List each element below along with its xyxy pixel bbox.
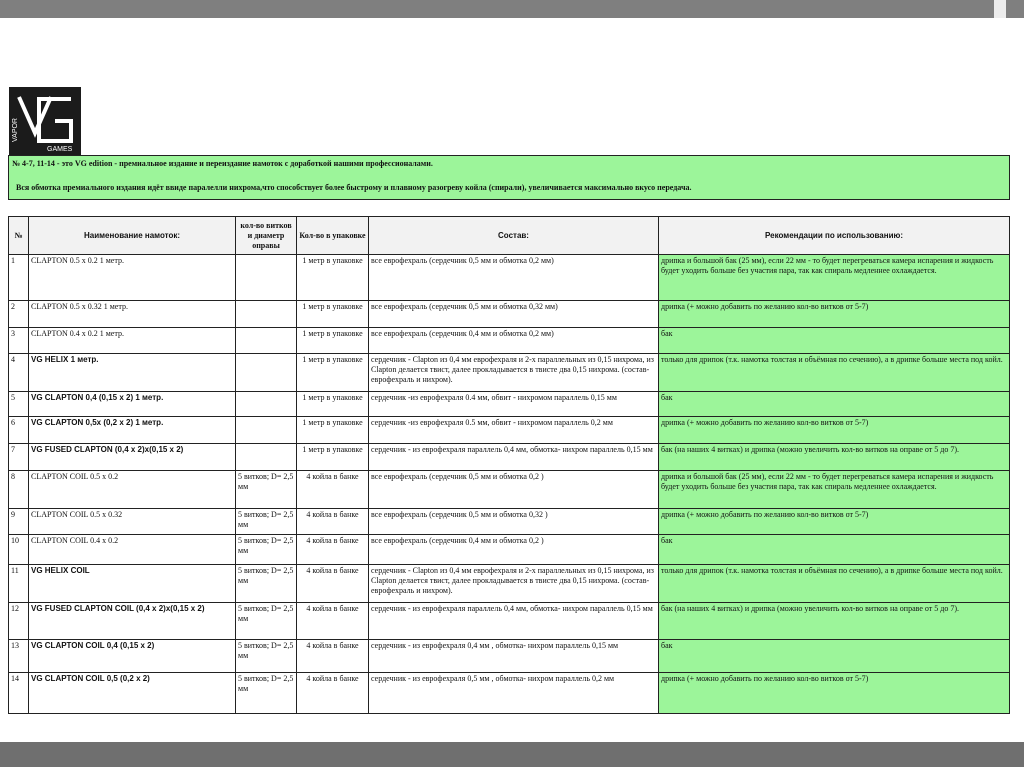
row-qty: 4 койла в банке bbox=[297, 509, 369, 535]
header-recommendation: Рекомендации по использованию: bbox=[659, 217, 1010, 255]
row-composition: все еврофехраль (сердечник 0,5 мм и обмотка 0,32 мм) bbox=[369, 301, 659, 328]
header-turns: кол-во витков и диаметр оправы bbox=[236, 217, 297, 255]
table-row bbox=[9, 535, 1010, 565]
row-qty: 1 метр в упаковке bbox=[297, 444, 369, 471]
table-row bbox=[9, 565, 1010, 603]
row-num: 13 bbox=[9, 640, 29, 673]
coil-table bbox=[8, 216, 1010, 714]
row-name: VG FUSED CLAPTON COIL (0,4 х 2)х(0,15 х 2) bbox=[29, 603, 236, 640]
row-num: 2 bbox=[9, 301, 29, 328]
row-qty: 4 койла в банке bbox=[297, 471, 369, 509]
row-num: 12 bbox=[9, 603, 29, 640]
row-qty: 4 койла в банке bbox=[297, 535, 369, 565]
bottom-bar bbox=[0, 742, 1024, 767]
row-composition: все еврофехраль (сердечник 0,5 мм и обмотка 0,2 мм) bbox=[369, 255, 659, 301]
table-row bbox=[9, 392, 1010, 417]
row-composition: сердечник - из еврофехраля 0,4 мм , обмотка- нихром параллель 0,15 мм bbox=[369, 640, 659, 673]
row-composition: все еврофехраль (сердечник 0,5 мм и обмотка 0,2 ) bbox=[369, 471, 659, 509]
header-composition: Состав: bbox=[369, 217, 659, 255]
row-name: VG CLAPTON COIL 0,5 (0,2 х 2) bbox=[29, 673, 236, 714]
table-row bbox=[9, 301, 1010, 328]
row-recommendation: только для дрипок (т.к. намотка толстая и объёмная по сечению), а в дрипке больше места под койл. bbox=[659, 565, 1010, 603]
row-qty: 1 метр в упаковке bbox=[297, 354, 369, 392]
row-turns bbox=[236, 417, 297, 444]
table-row bbox=[9, 603, 1010, 640]
row-num: 11 bbox=[9, 565, 29, 603]
row-recommendation: дрипка (+ можно добавить по желанию кол-во витков от 5-7) bbox=[659, 301, 1010, 328]
row-name: VG CLAPTON COIL 0,4 (0,15 х 2) bbox=[29, 640, 236, 673]
logo-text-vapor: VAPOR bbox=[12, 118, 19, 142]
top-bar bbox=[0, 0, 1024, 18]
table-row bbox=[9, 354, 1010, 392]
row-turns: 5 витков; D= 2,5 мм bbox=[236, 673, 297, 714]
row-qty: 1 метр в упаковке bbox=[297, 417, 369, 444]
row-composition: все еврофехраль (сердечник 0,5 мм и обмотка 0,32 ) bbox=[369, 509, 659, 535]
row-qty: 1 метр в упаковке bbox=[297, 328, 369, 354]
table-row bbox=[9, 509, 1010, 535]
row-turns bbox=[236, 444, 297, 471]
header-num: № bbox=[9, 217, 29, 255]
row-name: CLAPTON COIL 0.5 х 0.32 bbox=[29, 509, 236, 535]
row-num: 6 bbox=[9, 417, 29, 444]
row-composition: сердечник -из еврофехраля 0.5 мм, обвит - нихромом параллель 0,2 мм bbox=[369, 417, 659, 444]
row-num: 3 bbox=[9, 328, 29, 354]
row-turns: 5 витков; D= 2,5 мм bbox=[236, 471, 297, 509]
row-recommendation: бак bbox=[659, 328, 1010, 354]
notice-line-1: № 4-7, 11-14 - это VG edition - премиальное издание и переиздание намоток с доработкой нашими профессионалами. bbox=[12, 159, 433, 168]
row-recommendation: дрипка (+ можно добавить по желанию кол-во витков от 5-7) bbox=[659, 509, 1010, 535]
header-name: Наименование намоток: bbox=[29, 217, 236, 255]
row-recommendation: дрипка (+ можно добавить по желанию кол-во витков от 5-7) bbox=[659, 417, 1010, 444]
row-num: 4 bbox=[9, 354, 29, 392]
row-recommendation: бак (на наших 4 витках) и дрипка (можно увеличить кол-во витков на оправе от 5 до 7). bbox=[659, 444, 1010, 471]
row-name: CLAPTON 0.5 х 0.2 1 метр. bbox=[29, 255, 236, 301]
logo-text-games: GAMES bbox=[47, 146, 73, 153]
row-name: CLAPTON COIL 0.5 х 0.2 bbox=[29, 471, 236, 509]
row-name: CLAPTON COIL 0.4 х 0.2 bbox=[29, 535, 236, 565]
row-name: VG FUSED CLAPTON (0,4 х 2)х(0,15 х 2) bbox=[29, 444, 236, 471]
vapor-games-logo bbox=[9, 87, 81, 155]
row-turns: 5 витков; D= 2,5 мм bbox=[236, 640, 297, 673]
row-composition: все еврофехраль (сердечник 0,4 мм и обмотка 0,2 мм) bbox=[369, 328, 659, 354]
row-composition: сердечник - Clapton из 0,4 мм еврофехраля и 2-х параллельных из 0,15 нихрома, из Clapton делается твист, далее прокладывается в твисте два 0,15 нихрома. (состав- еврофехраль и нихром). bbox=[369, 565, 659, 603]
row-num: 10 bbox=[9, 535, 29, 565]
row-recommendation: бак bbox=[659, 640, 1010, 673]
table-row bbox=[9, 417, 1010, 444]
row-turns: 5 витков; D= 2,5 мм bbox=[236, 509, 297, 535]
row-turns bbox=[236, 392, 297, 417]
table-row bbox=[9, 471, 1010, 509]
row-qty: 1 метр в упаковке bbox=[297, 255, 369, 301]
row-recommendation: дрипка и большой бак (25 мм), если 22 мм - то будет перегреваться камера испарения и жидкость будет уходить больше без участия пара, так как спираль медленнее охлаждается. bbox=[659, 471, 1010, 509]
row-composition: сердечник - Clapton из 0,4 мм еврофехраля и 2-х параллельных из 0,15 нихрома, из Clapton делается твист, далее прокладывается в твисте два 0,15 нихрома. (состав- еврофехраль и нихром). bbox=[369, 354, 659, 392]
row-recommendation: дрипка и большой бак (25 мм), если 22 мм - то будет перегреваться камера испарения и жидкость будет уходить больше без участия пара, так как спираль медленнее охлаждается. bbox=[659, 255, 1010, 301]
row-recommendation: только для дрипок (т.к. намотка толстая и объёмная по сечению), а в дрипке больше места под койл. bbox=[659, 354, 1010, 392]
row-name: CLAPTON 0.5 х 0.32 1 метр. bbox=[29, 301, 236, 328]
row-num: 14 bbox=[9, 673, 29, 714]
row-name: CLAPTON 0.4 х 0.2 1 метр. bbox=[29, 328, 236, 354]
row-qty: 4 койла в банке bbox=[297, 603, 369, 640]
row-composition: все еврофехраль (сердечник 0,4 мм и обмотка 0,2 ) bbox=[369, 535, 659, 565]
table-row bbox=[9, 328, 1010, 354]
row-turns bbox=[236, 328, 297, 354]
row-turns: 5 витков; D= 2,5 мм bbox=[236, 535, 297, 565]
header-qty: Кол-во в упаковке bbox=[297, 217, 369, 255]
row-turns bbox=[236, 354, 297, 392]
row-name: VG HELIX COIL bbox=[29, 565, 236, 603]
row-num: 7 bbox=[9, 444, 29, 471]
row-qty: 4 койла в банке bbox=[297, 565, 369, 603]
row-composition: сердечник - из еврофехраля параллель 0,4 мм, обмотка- нихром параллель 0,15 мм bbox=[369, 603, 659, 640]
row-name: VG CLAPTON 0,4 (0,15 х 2) 1 метр. bbox=[29, 392, 236, 417]
row-composition: сердечник - из еврофехраля 0,5 мм , обмотка- нихром параллель 0,2 мм bbox=[369, 673, 659, 714]
row-recommendation: бак bbox=[659, 535, 1010, 565]
row-recommendation: бак bbox=[659, 392, 1010, 417]
row-num: 9 bbox=[9, 509, 29, 535]
table-header-row bbox=[9, 217, 1010, 255]
row-num: 8 bbox=[9, 471, 29, 509]
notice-line-2: Вся обмотка премиального издания идёт ввиде паралелли нихрома,что способствует более быстрому и плавному разогреву койла (спирали), увеличивается максимально вкусо передача. bbox=[16, 183, 692, 192]
row-qty: 1 метр в упаковке bbox=[297, 392, 369, 417]
row-turns: 5 витков; D= 2,5 мм bbox=[236, 603, 297, 640]
row-qty: 1 метр в упаковке bbox=[297, 301, 369, 328]
row-turns bbox=[236, 301, 297, 328]
row-name: VG CLAPTON 0,5х (0,2 х 2) 1 метр. bbox=[29, 417, 236, 444]
table-row bbox=[9, 444, 1010, 471]
row-qty: 4 койла в банке bbox=[297, 673, 369, 714]
table-row bbox=[9, 673, 1010, 714]
row-recommendation: дрипка (+ можно добавить по желанию кол-во витков от 5-7) bbox=[659, 673, 1010, 714]
table-row bbox=[9, 255, 1010, 301]
row-qty: 4 койла в банке bbox=[297, 640, 369, 673]
row-turns bbox=[236, 255, 297, 301]
vg-logo-mark bbox=[9, 87, 81, 155]
row-composition: сердечник -из еврофехраля 0.4 мм, обвит - нихромом параллель 0,15 мм bbox=[369, 392, 659, 417]
row-name: VG HELIX 1 метр. bbox=[29, 354, 236, 392]
row-turns: 5 витков; D= 2,5 мм bbox=[236, 565, 297, 603]
row-composition: сердечник - из еврофехраля параллель 0,4 мм, обмотка- нихром параллель 0,15 мм bbox=[369, 444, 659, 471]
row-num: 1 bbox=[9, 255, 29, 301]
row-recommendation: бак (на наших 4 витках) и дрипка (можно увеличить кол-во витков на оправе от 5 до 7). bbox=[659, 603, 1010, 640]
row-num: 5 bbox=[9, 392, 29, 417]
table-row bbox=[9, 640, 1010, 673]
premium-notice bbox=[8, 155, 1010, 200]
top-bar-corner bbox=[994, 0, 1006, 18]
